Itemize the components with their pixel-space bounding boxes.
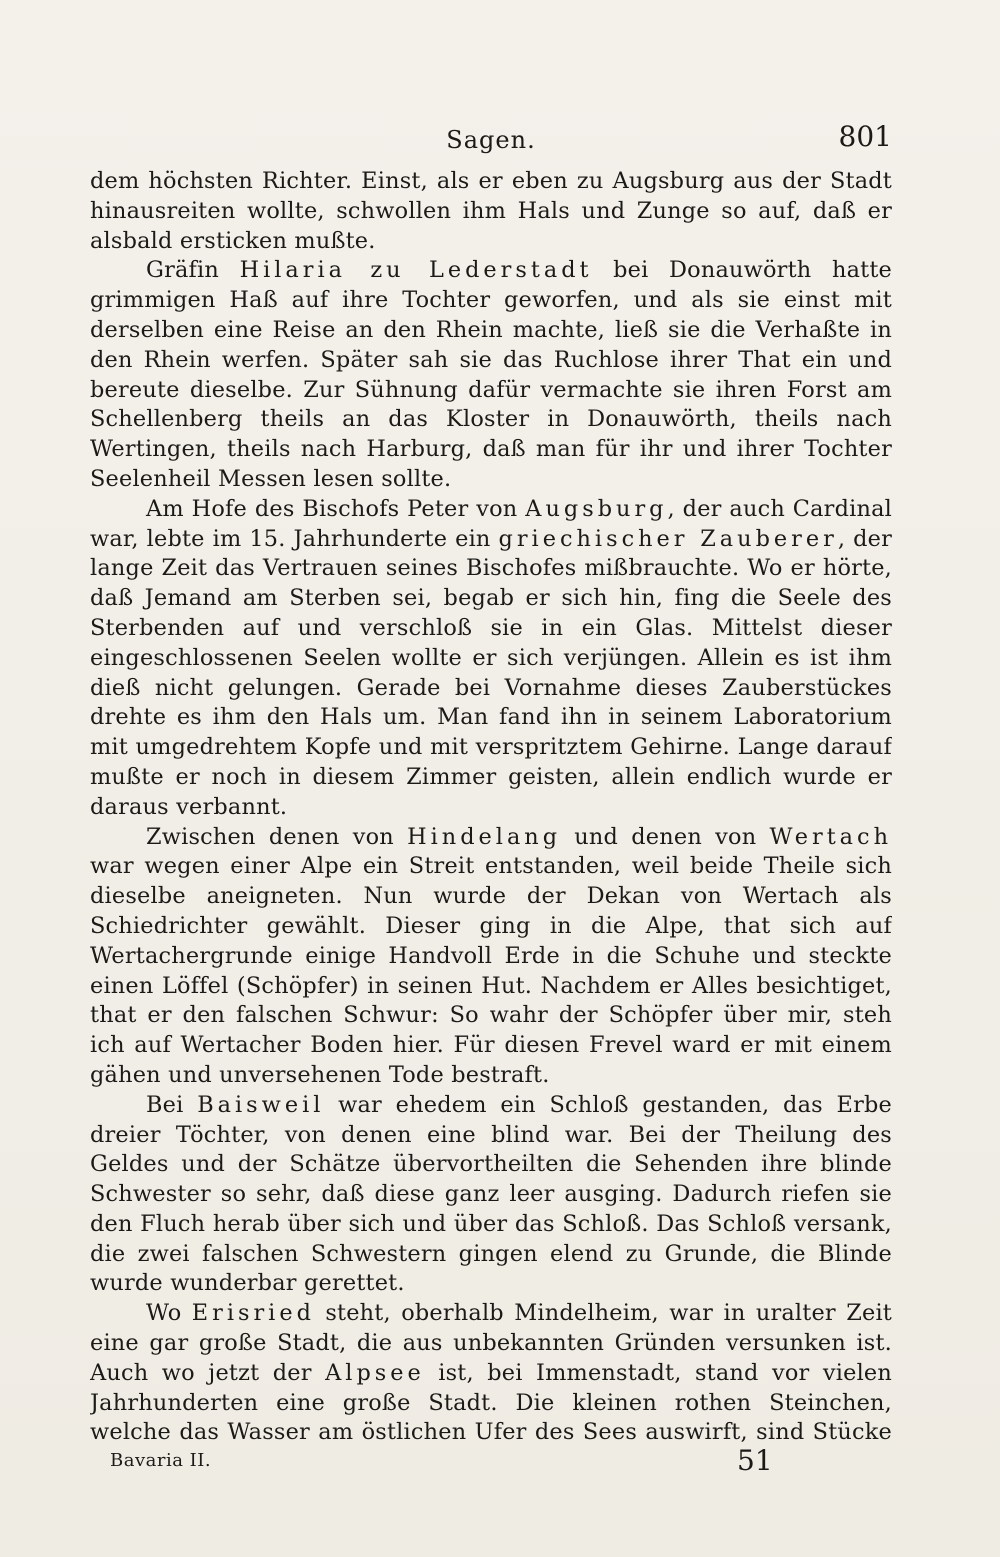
paragraph bbox=[90, 1091, 892, 1300]
paragraph bbox=[90, 495, 892, 823]
page-header bbox=[90, 120, 892, 160]
spaced-name: Wertach bbox=[769, 823, 892, 850]
paragraph-text: bei Donauwörth hatte grimmigen Haß auf ihre Tochter geworfen, und als sie einst mit derselben eine Reise an den Rhein machte, ließ sie die Verhaßte in den Rhein werfen. Später sah sie das Ruchlose ihrer That ein und bereute dieselbe. Zur Sühnung dafür vermachte sie ihren Forst am Schellenberg theils an das Kloster in Donauwörth, theils nach Wertingen, theils nach Harburg, daß man für ihr und ihrer Tochter Seelenheil Messen lesen sollte. bbox=[90, 257, 892, 492]
page-footer bbox=[92, 1444, 850, 1477]
paragraph bbox=[90, 1299, 892, 1447]
paragraph bbox=[90, 256, 892, 494]
spaced-name: Hilaria zu Lederstadt bbox=[239, 257, 593, 284]
spaced-name: Hindelang bbox=[407, 823, 562, 850]
paragraph-text: Gräfin bbox=[146, 257, 240, 284]
paragraph-text: war wegen einer Alpe ein Streit entstanden, weil beide Theile sich dieselbe aneigneten. Nun wurde der Dekan von Wertach als Schiedrichter gewählt. Dieser ging in die Alpe, that sich auf Wertachergrunde einige Handvoll Erde in die Schuhe und steckte einen Löffel (Schöpfer) in seinen Hut. Nachdem er Alles besichtiget, that er den falschen Schwur: So wahr der Schöpfer über mir, steh ich auf Wertacher Boden hier. Für diesen Frevel ward er mit einem gähen und unversehenen Tode bestraft. bbox=[90, 853, 892, 1088]
paragraph-text: steht, oberhalb Mindelheim, war in uralter Zeit eine gar große Stadt, die aus unbekannten Gründen versunken ist. Auch wo jetzt der bbox=[90, 1300, 892, 1386]
paragraph-text: , der auch Cardinal war, lebte im 15. Jahrhunderte ein bbox=[90, 495, 892, 552]
spaced-name: Augsburg bbox=[525, 495, 668, 522]
paragraph-text: Wo bbox=[146, 1300, 192, 1327]
paragraph-text: war ehedem ein Schloß gestanden, das Erbe dreier Töchter, von denen eine blind war. Bei der Theilung des Geldes und der Schätze übervortheilten die Sehenden ihre blinde Schwester so sehr, daß diese ganz leer ausging. Dadurch riefen sie den Fluch herab über sich und über das Schloß. Das Schloß versank, die zwei falschen Schwestern gingen elend zu Grunde, die Blinde wurde wunderbar gerettet. bbox=[90, 1091, 892, 1297]
printer-signature: Bavaria II. bbox=[110, 1450, 212, 1471]
body-text bbox=[90, 167, 892, 1447]
paragraph-text: dem höchsten Richter. Einst, als er eben zu Augsburg aus der Stadt hinausreiten wollte, schwollen ihm Hals und Zunge so auf, daß er alsbald ersticken mußte. bbox=[90, 168, 892, 254]
spaced-name: Alpsee bbox=[325, 1359, 425, 1386]
paragraph-text: ist, bei Immenstadt, stand vor vielen Jahrhunderten eine große Stadt. Die kleinen rothen Steinchen, welche das Wasser am östlichen Ufer des Sees auswirft, sind Stücke bbox=[90, 1359, 892, 1446]
paragraph-text: , der lange Zeit das Vertrauen seines Bischofes mißbrauchte. Wo er hörte, daß Jemand am Sterben sei, begab er sich hin, fing die Seele des Sterbenden auf und verschloß sie in ein Glas. Mittelst dieser eingeschlossenen Seelen wollte er sich verjüngen. Allein es ist ihm dieß nicht gelungen. Gerade bei Vornahme dieses Zauberstückes drehte es ihm den Hals um. Man fand ihn in seinem Laboratorium mit umgedrehtem Kopfe und mit verspritztem Gehirne. Lange darauf mußte er noch in diesem Zimmer geisten, allein endlich wurde er daraus verbannt. bbox=[90, 525, 892, 820]
spaced-name: Baisweil bbox=[197, 1091, 325, 1118]
sheet-number: 51 bbox=[737, 1444, 773, 1477]
paragraph-text: und denen von bbox=[561, 823, 770, 850]
running-title: Sagen. bbox=[446, 126, 536, 154]
paragraph bbox=[90, 823, 892, 1091]
paragraph bbox=[90, 167, 892, 256]
spaced-name: Erisried bbox=[191, 1300, 315, 1327]
paragraph-text: Bei bbox=[146, 1091, 198, 1118]
spaced-name: griechischer Zauberer bbox=[498, 525, 838, 552]
paragraph-text: Am Hofe des Bischofs Peter von bbox=[146, 495, 526, 522]
paragraph-text: Zwischen denen von bbox=[146, 823, 408, 850]
page-number: 801 bbox=[838, 120, 892, 153]
